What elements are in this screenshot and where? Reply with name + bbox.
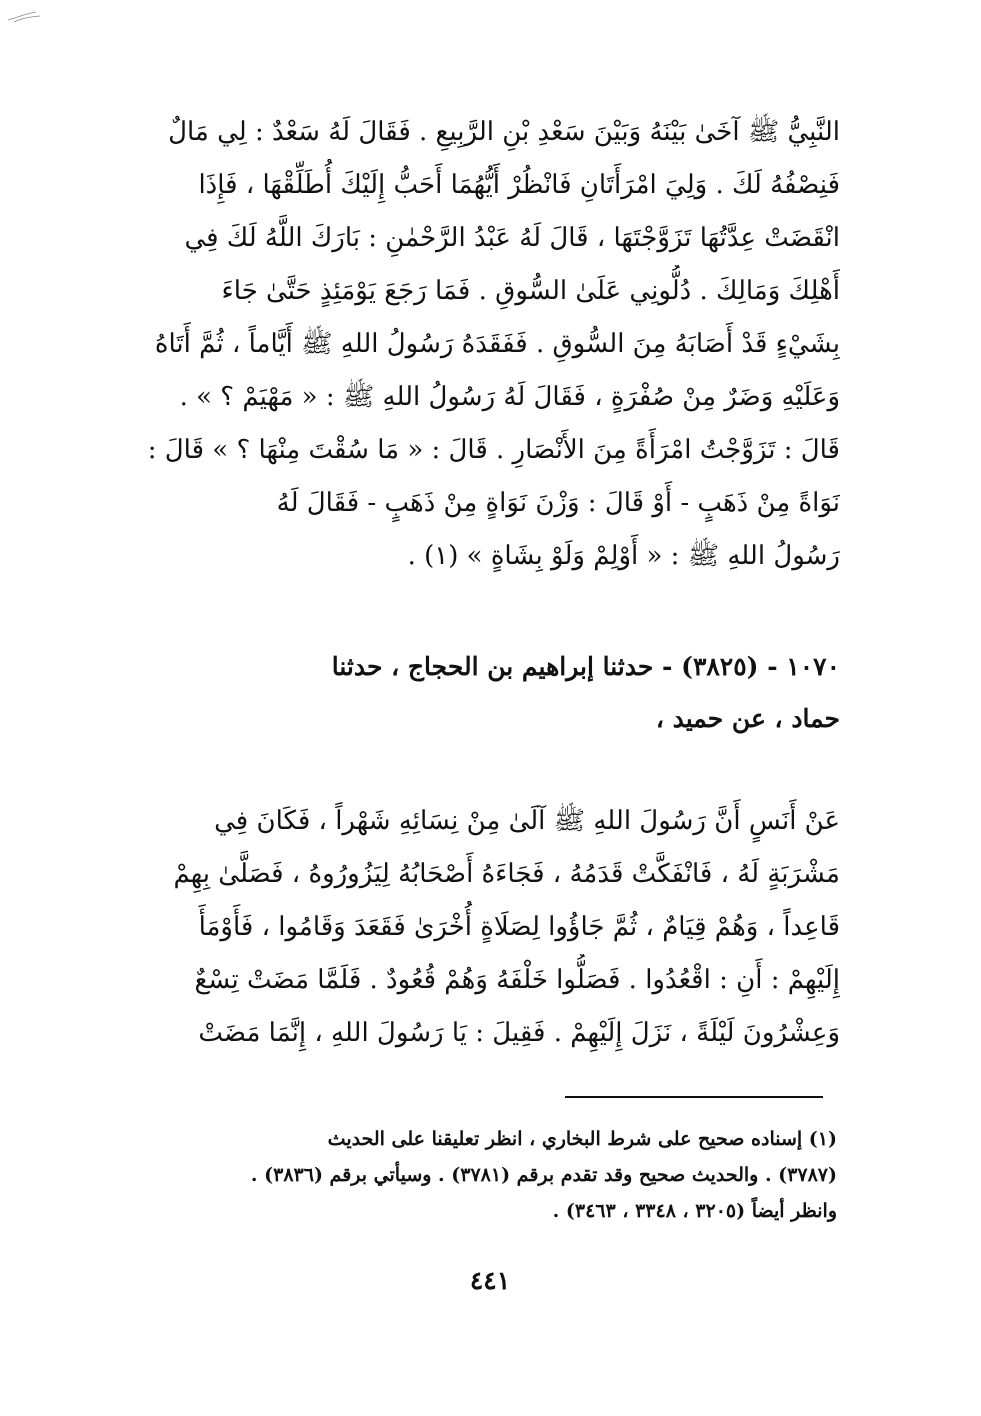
hadith-text-continued <box>128 106 840 583</box>
text-line: وَعَلَيْهِ وَضَرٌ مِنْ صُفْرَةٍ ، فَقَالَ لَهُ رَسُولُ اللهِ ﷺ : « مَهْيَمْ ؟ » . <box>179 382 840 412</box>
hadith-text <box>128 795 840 1060</box>
text-line: أَهْلِكَ وَمَالِكَ . دُلُّونِي عَلَىٰ السُّوقِ . فَمَا رَجَعَ يَوْمَئِذٍ حَتَّىٰ جَاءَ <box>221 276 840 306</box>
text-line: قَالَ : تَزَوَّجْتُ امْرَأَةً مِنَ الأَنْصَارِ . قَالَ : « مَا سُقْتَ مِنْهَا ؟ » قَالَ : <box>147 435 840 465</box>
text-line: نَوَاةً مِنْ ذَهَبٍ - أَوْ قَالَ : وَزْنَ نَوَاةٍ مِنْ ذَهَبٍ - فَقَالَ لَهُ <box>276 488 840 518</box>
text-line: وَعِشْرُونَ لَيْلَةً ، نَزَلَ إِلَيْهِمْ . فَقِيلَ : يَا رَسُولَ اللهِ ، إِنَّمَا مَضَتْ <box>198 1018 840 1048</box>
text-line: إِلَيْهِمْ : أَنِ : اقْعُدُوا . فَصَلُّوا خَلْفَهُ وَهُمْ قُعُودٌ . فَلَمَّا مَضَتْ تِسْعٌ <box>194 965 840 995</box>
text-line: مَشْرَبَةٍ لَهُ ، فَانْفَكَّتْ قَدَمُهُ ، فَجَاءَهُ أَصْحَابُهُ لِيَزُورُوهُ ، فَصَلَّىٰ بِهِمْ <box>173 859 840 889</box>
text-line: رَسُولُ اللهِ ﷺ : « أَوْلِمْ وَلَوْ بِشَاةٍ » (١) . <box>407 541 840 571</box>
page-number: ٤٤١ <box>469 1266 511 1295</box>
footnote-line: وانظر أيضاً (٣٢٠٥ ، ٣٣٤٨ ، ٣٤٦٣) . <box>552 1200 837 1222</box>
text-line: انْقَضَتْ عِدَّتُهَا تَزَوَّجْتَهَا ، قَالَ لَهُ عَبْدُ الرَّحْمٰنِ : بَارَكَ اللَّهُ لَكَ فِي <box>184 223 840 253</box>
text-line: بِشَيْءٍ قَدْ أَصَابَهُ مِنَ السُّوقِ . فَفَقَدَهُ رَسُولُ اللهِ ﷺ أَيَّاماً ، ثُمَّ أَتَاهُ <box>154 329 840 359</box>
footnote-line: (٣٧٨٧) . والحديث صحيح وقد تقدم برقم (٣٧٨١) . وسيأتي برقم (٣٨٣٦) . <box>250 1164 837 1186</box>
text-line: النَّبِيُّ ﷺ آخَىٰ بَيْنَهُ وَبَيْنَ سَعْدِ بْنِ الرَّبِيعِ . فَقَالَ لَهُ سَعْدٌ : لِي مَالٌ <box>168 117 840 147</box>
footnotes <box>135 1121 837 1229</box>
footnote-separator <box>565 1096 823 1098</box>
footnote-line: (١) إسناده صحيح على شرط البخاري ، انظر تعليقنا على الحديث <box>327 1128 837 1150</box>
hadith-isnad-heading <box>128 641 840 745</box>
heading-line: حماد ، عن حميد ، <box>655 704 840 733</box>
text-line: فَنِصْفُهُ لَكَ . وَلِيَ امْرَأَتَانِ فَانْظُرْ أَيُّهُمَا أَحَبُّ إِلَيْكَ أُطَلِّقْهَا ، فَإِذَا <box>198 170 840 200</box>
text-line: عَنْ أَنَسٍ أَنَّ رَسُولَ اللهِ ﷺ آلَىٰ مِنْ نِسَائِهِ شَهْراً ، فَكَانَ فِي <box>214 806 840 836</box>
scan-mark-icon <box>6 6 46 26</box>
heading-line: ١٠٧٠ - (٣٨٢٥) - حدثنا إبراهيم بن الحجاج ، حدثنا <box>331 652 840 681</box>
text-line: قَاعِداً ، وَهُمْ قِيَامٌ ، ثُمَّ جَاؤُوا لِصَلَاةٍ أُخْرَىٰ فَقَعَدَ وَقَامُوا ، فَأَوْمَأَ <box>198 912 840 942</box>
